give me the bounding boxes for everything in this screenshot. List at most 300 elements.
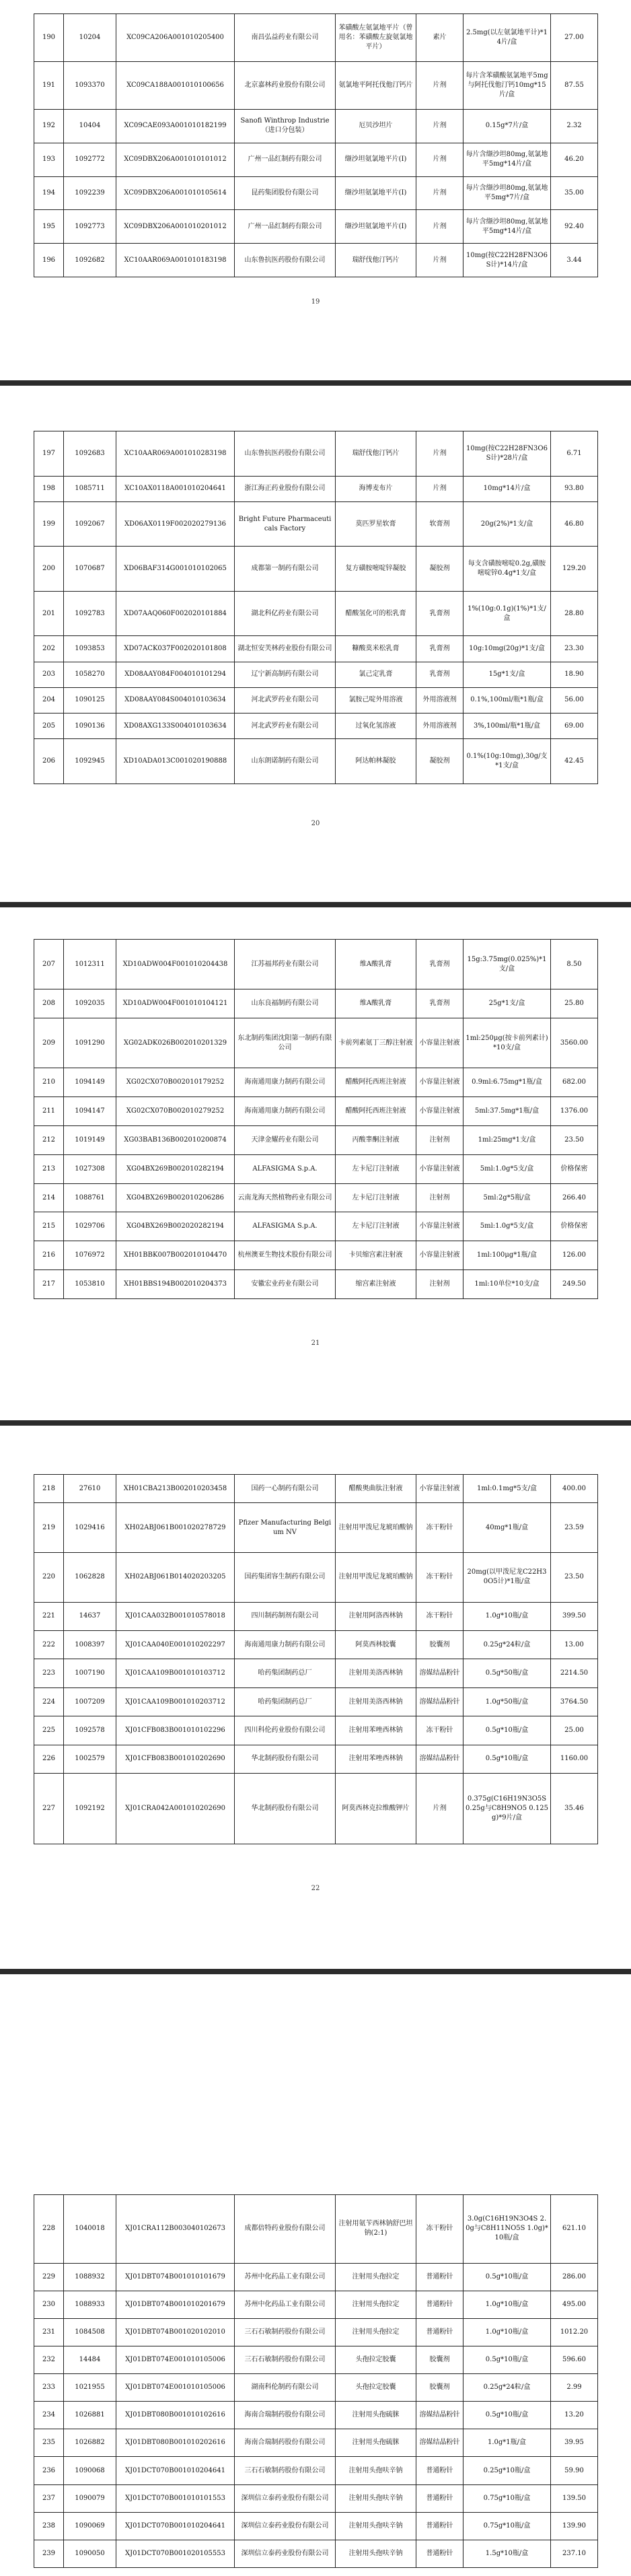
table-cell: 222 bbox=[34, 1631, 64, 1659]
table-cell: 左卡尼汀注射液 bbox=[336, 1154, 416, 1183]
table-cell: 山东良福制药有限公司 bbox=[235, 989, 336, 1018]
table-cell: 1091290 bbox=[64, 1018, 116, 1068]
table-cell: 236 bbox=[34, 2457, 64, 2484]
table-cell: 阿达帕林凝胶 bbox=[336, 739, 416, 784]
table-cell: 湖北科亿药业有限公司 bbox=[235, 591, 336, 636]
table-cell: 过氧化氢溶液 bbox=[336, 713, 416, 739]
table-cell: 202 bbox=[34, 636, 64, 662]
table-row bbox=[34, 210, 598, 244]
table-cell: 25.80 bbox=[551, 989, 598, 1018]
table-cell: XJ01DCT070B001020105553 bbox=[116, 2540, 235, 2567]
table-cell: XC09DBX206A001010105614 bbox=[116, 176, 235, 210]
table-cell: 1090050 bbox=[64, 2540, 116, 2567]
table-cell: XJ01CFB083B001010102296 bbox=[116, 1716, 235, 1745]
table-cell: XJ01DBT074E001010105006 bbox=[116, 2346, 235, 2374]
table-cell: 苏州中化药品工业有限公司 bbox=[235, 2291, 336, 2318]
table-cell: 596.60 bbox=[551, 2346, 598, 2374]
table-cell: XJ01DBT074B001020102010 bbox=[116, 2318, 235, 2346]
table-cell: 126.00 bbox=[551, 1241, 598, 1270]
table-cell: 56.00 bbox=[551, 687, 598, 713]
table-cell: 139.90 bbox=[551, 2512, 598, 2540]
table-cell: 10g:10mg(20g)*1支/盒 bbox=[463, 636, 551, 662]
table-cell: 复方磺胺嘧啶锌凝胶 bbox=[336, 547, 416, 592]
table-cell: 注射用甲泼尼龙琥珀酸钠 bbox=[336, 1503, 416, 1553]
page-separator bbox=[0, 902, 631, 907]
table-cell: 氯己定乳膏 bbox=[336, 662, 416, 687]
table-cell: 1ml:10单位*10支/盒 bbox=[463, 1270, 551, 1299]
table-row bbox=[34, 739, 598, 784]
table-cell: 片剂 bbox=[416, 431, 463, 477]
table-cell: 35.46 bbox=[551, 1774, 598, 1844]
table-cell: 40mg*1瓶/盒 bbox=[463, 1503, 551, 1553]
table-cell: 山东朗诺制药有限公司 bbox=[235, 739, 336, 784]
table-cell: 湖南科伦制药有限公司 bbox=[235, 2374, 336, 2402]
table-cell: 海南合瑞制药股份有限公司 bbox=[235, 2429, 336, 2457]
table-cell: 三石石敏制药股份有限公司 bbox=[235, 2457, 336, 2484]
table-cell: 1090069 bbox=[64, 2512, 116, 2540]
table-cell: 0.25g*24粒/盒 bbox=[463, 2374, 551, 2402]
table-cell: 14637 bbox=[64, 1602, 116, 1630]
table-cell: 片剂 bbox=[416, 210, 463, 244]
table-cell: 山东鲁抗医药股份有限公司 bbox=[235, 244, 336, 277]
table-cell: 1092035 bbox=[64, 989, 116, 1018]
table-cell: 注射用头孢拉定 bbox=[336, 2263, 416, 2291]
table-cell: 注射用阿洛西林钠 bbox=[336, 1602, 416, 1630]
table-cell: 195 bbox=[34, 210, 64, 244]
table-cell: 194 bbox=[34, 176, 64, 210]
table-row bbox=[34, 2540, 598, 2567]
table-cell: 27610 bbox=[64, 1475, 116, 1503]
table-row bbox=[34, 1631, 598, 1659]
table-cell: 232 bbox=[34, 2346, 64, 2374]
drug-list-table bbox=[34, 939, 598, 1299]
table-cell: 四川科伦药业股份有限公司 bbox=[235, 1716, 336, 1745]
table-cell: 头孢拉定胶囊 bbox=[336, 2346, 416, 2374]
table-cell: XD06AX0119F002020279136 bbox=[116, 501, 235, 547]
table-row bbox=[34, 547, 598, 592]
table-cell: XD10ADA013C001020190888 bbox=[116, 739, 235, 784]
table-row bbox=[34, 1553, 598, 1603]
table-cell: 溶媒结晶粉针 bbox=[416, 1659, 463, 1687]
table-cell: 201 bbox=[34, 591, 64, 636]
table-cell: XJ01CAA109B001010103712 bbox=[116, 1659, 235, 1687]
table-row bbox=[34, 109, 598, 143]
table-cell: 维A酸乳膏 bbox=[336, 989, 416, 1018]
table-cell: 1021955 bbox=[64, 2374, 116, 2402]
table-cell: 1012.20 bbox=[551, 2318, 598, 2346]
table-cell: 阿莫西林克拉维酸钾片 bbox=[336, 1774, 416, 1844]
table-cell: 1.0g*10瓶/盒 bbox=[463, 1602, 551, 1630]
table-cell: 注射用美洛西林钠 bbox=[336, 1687, 416, 1716]
table-row bbox=[34, 1745, 598, 1773]
table-cell: 233 bbox=[34, 2374, 64, 2402]
table-cell: 1092683 bbox=[64, 431, 116, 477]
table-row bbox=[34, 1018, 598, 1068]
table-cell: 山东鲁抗医药股份有限公司 bbox=[235, 431, 336, 477]
table-cell: 196 bbox=[34, 244, 64, 277]
table-cell: 小容量注射液 bbox=[416, 1154, 463, 1183]
table-cell: 乳膏剂 bbox=[416, 662, 463, 687]
table-cell: 乳膏剂 bbox=[416, 989, 463, 1018]
table-row bbox=[34, 1270, 598, 1299]
table-cell: 0.1%,100ml/瓶*1瓶/盒 bbox=[463, 687, 551, 713]
table-cell: XC09CA206A001010205400 bbox=[116, 14, 235, 62]
table-cell: 辽宁新高制药有限公司 bbox=[235, 662, 336, 687]
page-number: 20 bbox=[311, 820, 320, 827]
table-cell: 价格保密 bbox=[551, 1212, 598, 1241]
table-cell: 221 bbox=[34, 1602, 64, 1630]
table-cell: 0.375g(C16H19N3O5S 0.25g与C8H9NO5 0.125g)*9片/盒 bbox=[463, 1774, 551, 1844]
table-row bbox=[34, 431, 598, 477]
table-cell: 缬沙坦氨氯地平片(Ⅰ) bbox=[336, 143, 416, 176]
table-row bbox=[34, 2374, 598, 2402]
table-cell: 0.15g*7片/盒 bbox=[463, 109, 551, 143]
table-row bbox=[34, 501, 598, 547]
table-row bbox=[34, 2291, 598, 2318]
table-cell: Sanofi Winthrop Industrie（进口分包装） bbox=[235, 109, 336, 143]
table-cell: 每片含缬沙坦80mg,氨氯地平5mg*14片/盒 bbox=[463, 143, 551, 176]
table-cell: XJ01DBT074B001010101679 bbox=[116, 2263, 235, 2291]
table-cell: 溶媒结晶粉针 bbox=[416, 1745, 463, 1773]
table-cell: 229 bbox=[34, 2263, 64, 2291]
table-cell: 14484 bbox=[64, 2346, 116, 2374]
table-row bbox=[34, 1183, 598, 1212]
table-cell: 39.95 bbox=[551, 2429, 598, 2457]
table-cell: 注射用头孢硫脒 bbox=[336, 2429, 416, 2457]
page-number: 21 bbox=[311, 1339, 320, 1347]
table-cell: 软膏剂 bbox=[416, 501, 463, 547]
table-cell: 2214.50 bbox=[551, 1659, 598, 1687]
table-row bbox=[34, 989, 598, 1018]
table-cell: 206 bbox=[34, 739, 64, 784]
table-cell: 1376.00 bbox=[551, 1097, 598, 1126]
table-cell: 1092783 bbox=[64, 591, 116, 636]
table-cell: 国药集团容生制药有限公司 bbox=[235, 1553, 336, 1603]
table-cell: 注射用氨苄西林钠舒巴坦钠(2:1) bbox=[336, 2195, 416, 2264]
table-row bbox=[34, 636, 598, 662]
table-cell: 凝胶剂 bbox=[416, 547, 463, 592]
table-cell: 天津金耀药业有限公司 bbox=[235, 1126, 336, 1155]
table-cell: 缬沙坦氨氯地平片(Ⅰ) bbox=[336, 210, 416, 244]
table-cell: 华北制药股份有限公司 bbox=[235, 1774, 336, 1844]
table-cell: XC09DBX206A001010201012 bbox=[116, 210, 235, 244]
table-cell: 成都第一制药有限公司 bbox=[235, 547, 336, 592]
table-cell: 0.5g*10瓶/盒 bbox=[463, 2402, 551, 2429]
table-cell: XD06BAF314G001010102065 bbox=[116, 547, 235, 592]
table-cell: ALFASIGMA S.p.A. bbox=[235, 1212, 336, 1241]
table-cell: 198 bbox=[34, 476, 64, 501]
table-cell: 每片含苯磺酸氨氯地平5mg与阿托伐他汀钙10mg*15片/盒 bbox=[463, 61, 551, 109]
table-cell: 凝胶剂 bbox=[416, 739, 463, 784]
table-row bbox=[34, 687, 598, 713]
page-number: 19 bbox=[311, 298, 320, 306]
table-cell: 13.00 bbox=[551, 1631, 598, 1659]
table-cell: 218 bbox=[34, 1475, 64, 1503]
table-cell: 醋酸奥曲肽注射液 bbox=[336, 1475, 416, 1503]
table-cell: 5ml:1.0g*5支/盒 bbox=[463, 1212, 551, 1241]
table-cell: XC09CAE093A001010182199 bbox=[116, 109, 235, 143]
table-cell: 维A酸乳膏 bbox=[336, 940, 416, 989]
table-cell: 溶媒结晶粉针 bbox=[416, 1687, 463, 1716]
table-cell: 片剂 bbox=[416, 61, 463, 109]
table-row bbox=[34, 143, 598, 176]
table-cell: 小容量注射液 bbox=[416, 1241, 463, 1270]
table-cell: 1027308 bbox=[64, 1154, 116, 1183]
table-cell: 249.50 bbox=[551, 1270, 598, 1299]
table-cell: 1058270 bbox=[64, 662, 116, 687]
table-row bbox=[34, 1212, 598, 1241]
table-cell: 1%(10g:0.1g)(1%)*1支/盒 bbox=[463, 591, 551, 636]
table-cell: 235 bbox=[34, 2429, 64, 2457]
page-separator bbox=[0, 1420, 631, 1426]
table-cell: 18.90 bbox=[551, 662, 598, 687]
table-cell: 0.75g*10瓶/盒 bbox=[463, 2484, 551, 2512]
table-cell: 20mg(以甲泼尼龙C22H30O5计)*1瓶/盒 bbox=[463, 1553, 551, 1603]
table-cell: 醋酸阿托西班注射液 bbox=[336, 1097, 416, 1126]
table-cell: 1.5g*10瓶/盒 bbox=[463, 2540, 551, 2567]
table-cell: 浙江海正药业股份有限公司 bbox=[235, 476, 336, 501]
drug-list-table bbox=[34, 431, 598, 784]
table-row bbox=[34, 2429, 598, 2457]
table-cell: 苯磺酸左氨氯地平片（曾用名：苯磺酸左旋氨氯地平片） bbox=[336, 14, 416, 62]
table-cell: XJ01CRA112B003040102673 bbox=[116, 2195, 235, 2264]
table-cell: 片剂 bbox=[416, 176, 463, 210]
table-row bbox=[34, 591, 598, 636]
table-cell: 234 bbox=[34, 2402, 64, 2429]
table-row bbox=[34, 1097, 598, 1126]
table-cell: 1088761 bbox=[64, 1183, 116, 1212]
table-cell: 23.50 bbox=[551, 1553, 598, 1603]
table-cell: 199 bbox=[34, 501, 64, 547]
table-cell: 每片含缬沙坦80mg,氨氯地平5mg*14片/盒 bbox=[463, 210, 551, 244]
table-cell: XD08AAY084F004010101294 bbox=[116, 662, 235, 687]
table-cell: XC10AAR069A001010183198 bbox=[116, 244, 235, 277]
table-cell: 0.5g*10瓶/盒 bbox=[463, 2346, 551, 2374]
table-row bbox=[34, 1475, 598, 1503]
table-cell: 197 bbox=[34, 431, 64, 477]
table-cell: 普通粉针 bbox=[416, 2457, 463, 2484]
table-row bbox=[34, 940, 598, 989]
table-cell: 220 bbox=[34, 1553, 64, 1603]
table-cell: 237 bbox=[34, 2484, 64, 2512]
table-cell: 219 bbox=[34, 1503, 64, 1553]
table-cell: 1ml:100μg*1瓶/盒 bbox=[463, 1241, 551, 1270]
table-cell: 5ml:37.5mg*1瓶/盒 bbox=[463, 1097, 551, 1126]
table-cell: XC09CA188A001010100656 bbox=[116, 61, 235, 109]
table-cell: XH02ABJ061B014020203205 bbox=[116, 1553, 235, 1603]
table-cell: 203 bbox=[34, 662, 64, 687]
table-cell: 1019149 bbox=[64, 1126, 116, 1155]
table-cell: 5ml:2g*5瓶/盒 bbox=[463, 1183, 551, 1212]
table-cell: 0.5g*50瓶/盒 bbox=[463, 1659, 551, 1687]
table-row bbox=[34, 2318, 598, 2346]
table-cell: 46.20 bbox=[551, 143, 598, 176]
table-cell: 每支含磺胺嘧啶0.2g,磺胺嘧啶锌0.4g*1支/盒 bbox=[463, 547, 551, 592]
table-row bbox=[34, 713, 598, 739]
table-cell: 1029416 bbox=[64, 1503, 116, 1553]
table-cell: 1094149 bbox=[64, 1068, 116, 1097]
table-cell: 621.10 bbox=[551, 2195, 598, 2264]
table-cell: 205 bbox=[34, 713, 64, 739]
table-row bbox=[34, 1126, 598, 1155]
table-cell: 15g:3.75mg(0.025%)*1支/盒 bbox=[463, 940, 551, 989]
table-cell: 胶囊剂 bbox=[416, 1631, 463, 1659]
table-cell: 注射用头孢呋辛钠 bbox=[336, 2512, 416, 2540]
table-cell: 87.55 bbox=[551, 61, 598, 109]
table-cell: 广州一品红制药有限公司 bbox=[235, 143, 336, 176]
table-cell: 192 bbox=[34, 109, 64, 143]
table-cell: 丙酸睾酮注射液 bbox=[336, 1126, 416, 1155]
table-cell: 小容量注射液 bbox=[416, 1018, 463, 1068]
table-cell: 小容量注射液 bbox=[416, 1212, 463, 1241]
table-cell: 杭州澳亚生物技术股份有限公司 bbox=[235, 1241, 336, 1270]
table-cell: 深圳信立泰药业股份有限公司 bbox=[235, 2484, 336, 2512]
table-cell: 1092239 bbox=[64, 176, 116, 210]
table-cell: 35.00 bbox=[551, 176, 598, 210]
table-cell: 普通粉针 bbox=[416, 2263, 463, 2291]
table-cell: 1092945 bbox=[64, 739, 116, 784]
table-row bbox=[34, 2484, 598, 2512]
table-cell: 25.00 bbox=[551, 1716, 598, 1745]
table-cell: 1026881 bbox=[64, 2402, 116, 2429]
table-cell: 广州一品红制药有限公司 bbox=[235, 210, 336, 244]
table-cell: 1093370 bbox=[64, 61, 116, 109]
table-cell: 阿莫西林胶囊 bbox=[336, 1631, 416, 1659]
table-cell: 129.20 bbox=[551, 547, 598, 592]
table-cell: 13.20 bbox=[551, 2402, 598, 2429]
table-cell: 23.59 bbox=[551, 1503, 598, 1553]
table-cell: 10mg*14片/盒 bbox=[463, 476, 551, 501]
table-cell: 注射用头孢呋辛钠 bbox=[336, 2457, 416, 2484]
table-cell: XD08AXG133S004010103634 bbox=[116, 713, 235, 739]
table-cell: 冻干粉针 bbox=[416, 1716, 463, 1745]
table-cell: 42.45 bbox=[551, 739, 598, 784]
table-cell: 注射剂 bbox=[416, 1183, 463, 1212]
table-cell: 1090136 bbox=[64, 713, 116, 739]
table-cell: 0.75g*10瓶/盒 bbox=[463, 2512, 551, 2540]
table-cell: 1062828 bbox=[64, 1553, 116, 1603]
table-cell: 682.00 bbox=[551, 1068, 598, 1097]
table-cell: 214 bbox=[34, 1183, 64, 1212]
table-cell: 片剂 bbox=[416, 476, 463, 501]
table-cell: 片剂 bbox=[416, 1774, 463, 1844]
table-cell: 209 bbox=[34, 1018, 64, 1068]
table-cell: 缩宫素注射液 bbox=[336, 1270, 416, 1299]
table-cell: 3.44 bbox=[551, 244, 598, 277]
table-cell: 193 bbox=[34, 143, 64, 176]
table-cell: 注射用美洛西林钠 bbox=[336, 1659, 416, 1687]
table-cell: 231 bbox=[34, 2318, 64, 2346]
table-cell: 3560.00 bbox=[551, 1018, 598, 1068]
table-cell: 3.0g(C16H19N3O4S 2.0g与C8H11NO5S 1.0g)*10瓶/盒 bbox=[463, 2195, 551, 2264]
table-cell: 溶媒结晶粉针 bbox=[416, 2429, 463, 2457]
table-cell: 厄贝沙坦片 bbox=[336, 109, 416, 143]
table-cell: 8.50 bbox=[551, 940, 598, 989]
table-cell: 495.00 bbox=[551, 2291, 598, 2318]
table-cell: 冻干粉针 bbox=[416, 1602, 463, 1630]
table-cell: 注射用头孢拉定 bbox=[336, 2318, 416, 2346]
table-cell: 1092067 bbox=[64, 501, 116, 547]
table-cell: 普通粉针 bbox=[416, 2540, 463, 2567]
table-cell: 0.5g*10瓶/盒 bbox=[463, 1716, 551, 1745]
table-cell: 3%,100ml/瓶*1瓶/盒 bbox=[463, 713, 551, 739]
table-cell: 南昌弘益药业有限公司 bbox=[235, 14, 336, 62]
table-cell: XJ01CFB083B001010202690 bbox=[116, 1745, 235, 1773]
table-cell: XJ01DBT080B001010202616 bbox=[116, 2429, 235, 2457]
table-cell: 1090079 bbox=[64, 2484, 116, 2512]
table-cell: 片剂 bbox=[416, 143, 463, 176]
table-cell: XC09DBX206A001010101012 bbox=[116, 143, 235, 176]
table-cell: 190 bbox=[34, 14, 64, 62]
table-cell: 湖北恒安芙林药业股份有限公司 bbox=[235, 636, 336, 662]
page-separator bbox=[0, 1969, 631, 1974]
table-cell: 片剂 bbox=[416, 244, 463, 277]
table-cell: 1029706 bbox=[64, 1212, 116, 1241]
table-cell: 59.90 bbox=[551, 2457, 598, 2484]
table-cell: 1090125 bbox=[64, 687, 116, 713]
table-cell: 注射剂 bbox=[416, 1126, 463, 1155]
table-cell: 239 bbox=[34, 2540, 64, 2567]
table-cell: XD07ACK037F002020101808 bbox=[116, 636, 235, 662]
table-cell: 海南通用康力制药有限公司 bbox=[235, 1068, 336, 1097]
table-cell: 云南龙海天然植物药业有限公司 bbox=[235, 1183, 336, 1212]
table-cell: XH02ABJ061B001020278729 bbox=[116, 1503, 235, 1553]
table-cell: 6.71 bbox=[551, 431, 598, 477]
table-row bbox=[34, 1154, 598, 1183]
table-cell: 每片含缬沙坦80mg,氨氯地平5mg*7片/盒 bbox=[463, 176, 551, 210]
table-cell: XD10ADW004F001010204438 bbox=[116, 940, 235, 989]
table-cell: 28.80 bbox=[551, 591, 598, 636]
table-cell: 1ml:250μg(按卡前列素计)*10支/盒 bbox=[463, 1018, 551, 1068]
table-cell: 1085711 bbox=[64, 476, 116, 501]
table-cell: XG04BX269B002010206286 bbox=[116, 1183, 235, 1212]
table-cell: 46.80 bbox=[551, 501, 598, 547]
table-cell: 0.5g*10瓶/盒 bbox=[463, 2263, 551, 2291]
table-cell: 1.0g*1瓶/盒 bbox=[463, 2429, 551, 2457]
table-cell: 海博麦布片 bbox=[336, 476, 416, 501]
table-cell: 227 bbox=[34, 1774, 64, 1844]
table-cell: 139.50 bbox=[551, 2484, 598, 2512]
table-cell: Bright Future Pharmaceuticals Factory bbox=[235, 501, 336, 547]
table-cell: 238 bbox=[34, 2512, 64, 2540]
table-row bbox=[34, 2457, 598, 2484]
table-row bbox=[34, 14, 598, 62]
table-cell: 糠酸莫米松乳膏 bbox=[336, 636, 416, 662]
table-cell: 外用溶液剂 bbox=[416, 713, 463, 739]
table-cell: 1088933 bbox=[64, 2291, 116, 2318]
drug-list-table bbox=[34, 1474, 598, 1844]
table-cell: 三石石敏制药股份有限公司 bbox=[235, 2318, 336, 2346]
table-cell: 1053810 bbox=[64, 1270, 116, 1299]
table-cell: 210 bbox=[34, 1068, 64, 1097]
table-row bbox=[34, 2512, 598, 2540]
table-cell: 华北制药股份有限公司 bbox=[235, 1745, 336, 1773]
table-cell: XJ01DBT080B001010102616 bbox=[116, 2402, 235, 2429]
table-row bbox=[34, 1687, 598, 1716]
table-cell: 哈药集团制药总厂 bbox=[235, 1659, 336, 1687]
drug-list-table bbox=[34, 2194, 598, 2568]
table-cell: 乳膏剂 bbox=[416, 636, 463, 662]
table-cell: 卡前列素氨丁三醇注射液 bbox=[336, 1018, 416, 1068]
table-cell: XG02CX070B002010179252 bbox=[116, 1068, 235, 1097]
table-cell: 成都倍特药业股份有限公司 bbox=[235, 2195, 336, 2264]
table-cell: 注射用头孢拉定 bbox=[336, 2291, 416, 2318]
table-cell: 225 bbox=[34, 1716, 64, 1745]
table-cell: 头孢拉定胶囊 bbox=[336, 2374, 416, 2402]
table-cell: 213 bbox=[34, 1154, 64, 1183]
table-cell: XJ01DCT070B001010204641 bbox=[116, 2512, 235, 2540]
table-cell: 东北制药集团沈阳第一制药有限公司 bbox=[235, 1018, 336, 1068]
